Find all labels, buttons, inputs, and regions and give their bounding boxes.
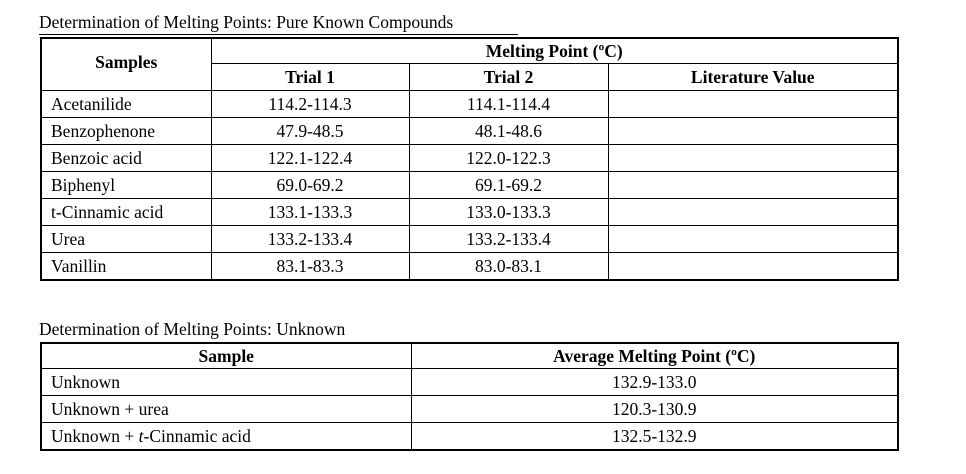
trial2-value: 133.0-133.3 — [409, 199, 608, 226]
table2-header-row — [41, 343, 898, 369]
sample-name-suffix: -Cinnamic acid — [143, 426, 251, 446]
average-value: 132.9-133.0 — [411, 369, 898, 396]
sample-header: Sample — [41, 343, 411, 369]
sample-name-italic: t — [138, 426, 144, 446]
table-row — [41, 226, 898, 253]
unknown-table — [40, 342, 899, 451]
sample-name: Urea — [41, 226, 211, 253]
literature-value — [608, 118, 898, 145]
literature-value — [608, 199, 898, 226]
sample-name: Benzophenone — [41, 118, 211, 145]
sample-name: Unknown + urea — [41, 396, 411, 423]
table-row — [41, 369, 898, 396]
sample-name: Benzoic acid — [41, 145, 211, 172]
sample-name: Unknown — [41, 369, 411, 396]
trial1-value: 133.1-133.3 — [211, 199, 409, 226]
table-row — [41, 145, 898, 172]
trial1-value: 133.2-133.4 — [211, 226, 409, 253]
literature-value — [608, 226, 898, 253]
trial1-header: Trial 1 — [211, 64, 409, 91]
sample-name: Biphenyl — [41, 172, 211, 199]
pure-compounds-table — [40, 37, 899, 281]
samples-header: Samples — [41, 38, 211, 91]
sample-name — [41, 423, 411, 451]
literature-header: Literature Value — [608, 64, 898, 91]
melting-point-header: Melting Point (ºC) — [211, 38, 898, 64]
trial2-value: 83.0-83.1 — [409, 253, 608, 281]
trial2-value: 69.1-69.2 — [409, 172, 608, 199]
trial1-value: 122.1-122.4 — [211, 145, 409, 172]
trial1-value: 114.2-114.3 — [211, 91, 409, 118]
table1-caption-underline — [39, 34, 518, 35]
table-row — [41, 423, 898, 451]
trial1-value: 69.0-69.2 — [211, 172, 409, 199]
sample-name: t-Cinnamic acid — [41, 199, 211, 226]
average-value: 120.3-130.9 — [411, 396, 898, 423]
trial2-value: 122.0-122.3 — [409, 145, 608, 172]
trial2-value: 133.2-133.4 — [409, 226, 608, 253]
sample-name: Vanillin — [41, 253, 211, 281]
table-row — [41, 91, 898, 118]
table1-header-row — [41, 38, 898, 64]
table-row — [41, 199, 898, 226]
trial2-value: 114.1-114.4 — [409, 91, 608, 118]
literature-value — [608, 91, 898, 118]
trial1-value: 47.9-48.5 — [211, 118, 409, 145]
literature-value — [608, 172, 898, 199]
average-value: 132.5-132.9 — [411, 423, 898, 451]
literature-value — [608, 253, 898, 281]
sample-name: Acetanilide — [41, 91, 211, 118]
table-row — [41, 253, 898, 281]
table-row — [41, 396, 898, 423]
table2-caption: Determination of Melting Points: Unknown — [39, 319, 346, 339]
sample-name-prefix: Unknown + — [51, 426, 139, 446]
table-row — [41, 172, 898, 199]
average-melting-point-header: Average Melting Point (ºC) — [411, 343, 898, 369]
trial2-value: 48.1-48.6 — [409, 118, 608, 145]
literature-value — [608, 145, 898, 172]
trial2-header: Trial 2 — [409, 64, 608, 91]
table1-caption: Determination of Melting Points: Pure Known Compounds — [39, 12, 454, 32]
table-row — [41, 118, 898, 145]
trial1-value: 83.1-83.3 — [211, 253, 409, 281]
